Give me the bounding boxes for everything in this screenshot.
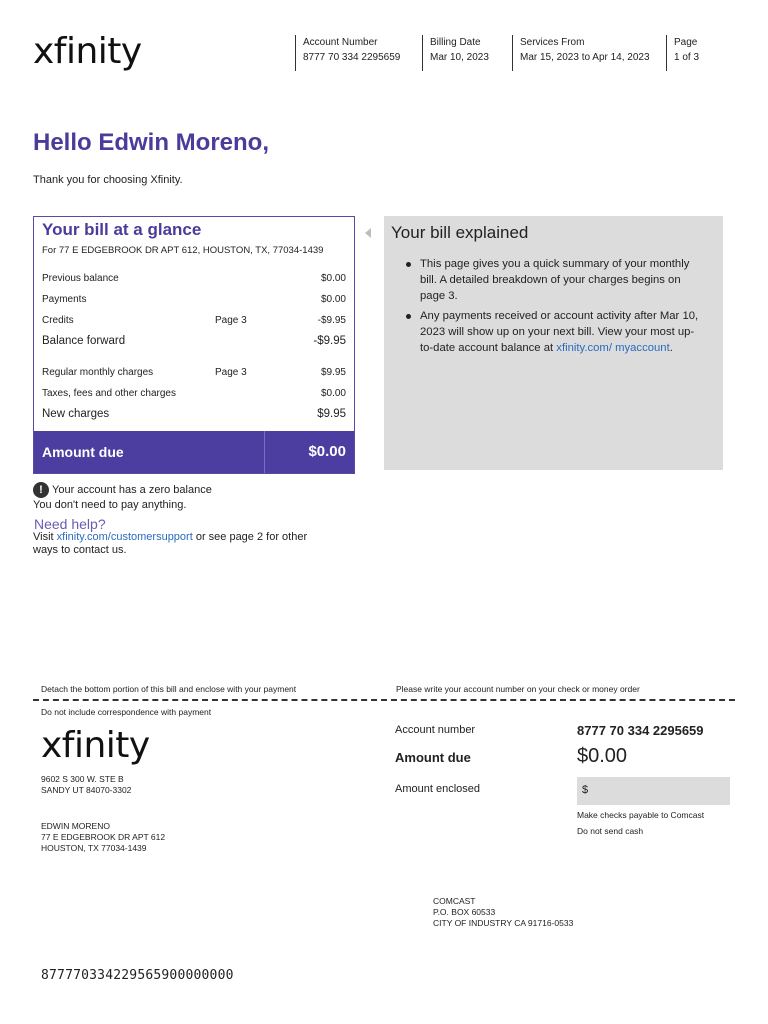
remit-address xyxy=(433,896,573,929)
header-billing-date xyxy=(422,35,510,71)
header-page-label: Page xyxy=(674,37,698,48)
customer-support-link[interactable]: xfinity.com/customersupport xyxy=(56,531,193,543)
help-title: Need help? xyxy=(34,516,106,532)
customer-line3: HOUSTON, TX 77034-1439 xyxy=(41,843,147,853)
glance-title: Your bill at a glance xyxy=(42,220,202,239)
notice-line1: Your account has a zero balance xyxy=(52,484,212,496)
help-text xyxy=(33,531,353,557)
row-amount: -$9.95 xyxy=(317,315,346,326)
amount-enclosed-field[interactable] xyxy=(577,777,730,805)
xfinity-logo-stub: xfinity xyxy=(41,725,150,766)
header-services-label: Services From xyxy=(520,37,585,48)
glance-address: For 77 E EDGEBROOK DR APT 612, HOUSTON, TX, 77034-1439 xyxy=(42,245,324,256)
row-label: Regular monthly charges xyxy=(42,367,154,378)
remit-line1: COMCAST xyxy=(433,896,476,906)
write-account-instruction: Please write your account number on your check or money order xyxy=(396,684,640,694)
remit-line3: CITY OF INDUSTRY CA 91716-0533 xyxy=(433,918,574,928)
row-page: Page 3 xyxy=(215,315,247,326)
amount-due-divider xyxy=(264,431,265,473)
no-correspondence: Do not include correspondence with payment xyxy=(41,707,212,717)
explained-list xyxy=(406,256,706,360)
header-page xyxy=(666,35,714,71)
help-text-before: Visit xyxy=(33,531,57,543)
explained-bullet-1 xyxy=(406,256,706,304)
row-label: Payments xyxy=(42,294,87,305)
stub-account-number: 8777 70 334 2295659 xyxy=(577,723,704,738)
remit-line2: P.O. BOX 60533 xyxy=(433,907,496,917)
amount-enclosed-prefix: $ xyxy=(582,784,589,796)
sender-line1: 9602 S 300 W. STE B xyxy=(41,774,124,784)
explained-bullet-2 xyxy=(406,308,706,356)
amount-due-label: Amount due xyxy=(42,444,124,460)
sender-line2: SANDY UT 84070-3302 xyxy=(41,785,132,795)
row-amount: $9.95 xyxy=(320,367,346,378)
header-services-from xyxy=(512,35,665,71)
row-amount: $0.00 xyxy=(320,388,346,399)
header-page-value: 1 of 3 xyxy=(674,52,700,63)
bill-explained-panel xyxy=(384,216,723,470)
header-account-number-label: Account Number xyxy=(303,37,378,48)
bill-at-a-glance xyxy=(33,216,355,474)
row-amount: $0.00 xyxy=(320,294,346,305)
row-label: Balance forward xyxy=(42,335,126,347)
alert-icon: ! xyxy=(33,482,49,498)
row-label: Credits xyxy=(42,315,74,326)
header-services-value: Mar 15, 2023 to Apr 14, 2023 xyxy=(520,52,650,63)
customer-line1: EDWIN MORENO xyxy=(41,821,110,831)
row-label: Previous balance xyxy=(42,273,119,284)
greeting-title: Hello Edwin Moreno, xyxy=(33,129,270,156)
bullet-2-end: . xyxy=(669,342,673,354)
header-account-number xyxy=(295,35,415,71)
stub-account-number-label: Account number xyxy=(395,724,476,736)
xfinity-logo: xfinity xyxy=(33,31,142,72)
explained-title: Your bill explained xyxy=(391,223,529,242)
row-amount: $0.00 xyxy=(320,273,346,284)
row-label: New charges xyxy=(42,408,110,420)
help-text-after-2: ways to contact us. xyxy=(33,544,127,556)
row-page: Page 3 xyxy=(215,367,247,378)
pointer-arrow-icon xyxy=(365,228,371,238)
checks-payable: Make checks payable to Comcast xyxy=(577,810,705,820)
header-account-number-value: 8777 70 334 2295659 xyxy=(303,52,401,63)
sender-address xyxy=(41,774,131,796)
header-billing-date-label: Billing Date xyxy=(430,37,481,48)
customer-address xyxy=(41,821,165,854)
customer-line2: 77 E EDGEBROOK DR APT 612 xyxy=(41,832,166,842)
no-cash: Do not send cash xyxy=(577,826,644,836)
greeting-thanks: Thank you for choosing Xfinity. xyxy=(33,174,183,186)
amount-due-bar xyxy=(34,431,354,473)
row-label: Taxes, fees and other charges xyxy=(42,388,176,399)
amount-due-value: $0.00 xyxy=(308,443,346,460)
help-text-after: or see page 2 for other xyxy=(192,531,308,543)
header-billing-date-value: Mar 10, 2023 xyxy=(430,52,489,63)
myaccount-link[interactable]: xfinity.com/ myaccount xyxy=(556,342,670,354)
bullet-2-text: Any payments received or account activity after Mar 10, 2023 will show up on your next bill. View your most up-to-date account balance at xyxy=(420,310,699,354)
ocr-scanline: 877770334229565900000000 xyxy=(41,968,234,983)
detach-instruction: Detach the bottom portion of this bill and enclose with your payment xyxy=(41,684,297,694)
stub-amount-enclosed-label: Amount enclosed xyxy=(395,783,480,795)
row-amount: $9.95 xyxy=(317,408,346,420)
stub-amount-due: $0.00 xyxy=(577,745,628,767)
bullet-1-text: This page gives you a quick summary of your monthly bill. A detailed breakdown of your charges begins on page 3. xyxy=(420,258,690,302)
row-amount: -$9.95 xyxy=(313,335,346,347)
stub-amount-due-label: Amount due xyxy=(395,750,471,765)
notice-line2: You don't need to pay anything. xyxy=(33,499,187,511)
perforation-line xyxy=(33,699,735,701)
